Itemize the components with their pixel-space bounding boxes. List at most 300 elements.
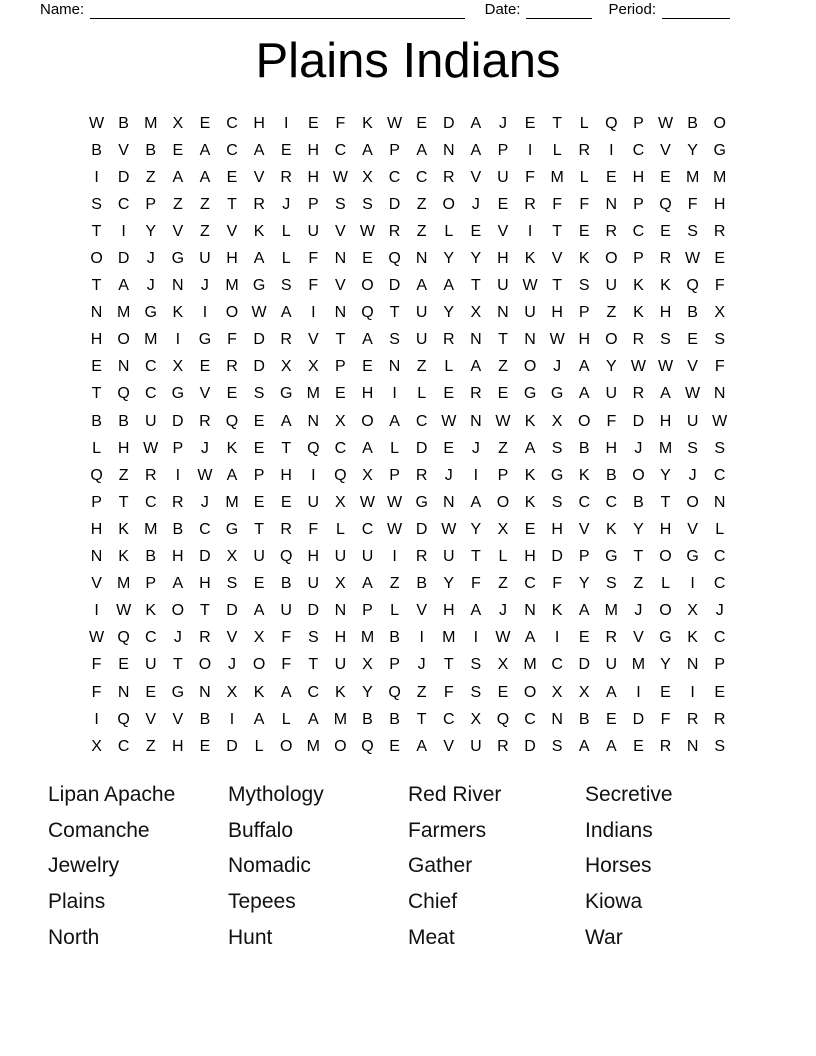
grid-letter: T xyxy=(118,493,129,511)
grid-letter: D xyxy=(253,331,265,349)
grid-letter: U xyxy=(497,277,509,295)
grid-letter: L xyxy=(444,358,454,376)
grid-letter: K xyxy=(362,114,373,132)
grid-letter: U xyxy=(415,331,428,349)
grid-letter: D xyxy=(632,412,645,430)
grid-letter: N xyxy=(442,141,455,159)
word-list-column xyxy=(585,777,765,956)
grid-letter: M xyxy=(144,331,158,349)
grid-letter: H xyxy=(117,439,130,457)
word-list-item: Secretive xyxy=(585,783,673,806)
grid-letter: G xyxy=(523,385,537,403)
grid-letter: U xyxy=(307,493,320,511)
grid-letter: O xyxy=(90,250,103,268)
word-list-item: Tepees xyxy=(228,890,296,914)
grid-letter: I xyxy=(202,304,208,322)
grid-letter: M xyxy=(306,737,320,755)
grid-letter: F xyxy=(308,250,319,268)
grid-letter: S xyxy=(470,656,482,674)
grid-letter: J xyxy=(200,493,209,511)
grid-letter: X xyxy=(687,602,698,620)
grid-letter: A xyxy=(362,331,373,349)
grid-letter: X xyxy=(578,683,590,701)
grid-letter: O xyxy=(361,277,374,295)
grid-letter: E xyxy=(253,439,265,457)
grid-letter: R xyxy=(605,629,618,647)
grid-letter: E xyxy=(91,358,102,376)
grid-letter: T xyxy=(498,331,508,349)
grid-letter: J xyxy=(173,629,182,647)
grid-letter: W xyxy=(387,114,403,132)
grid-letter: A xyxy=(280,304,292,322)
grid-letter: G xyxy=(550,466,564,484)
grid-letter: B xyxy=(145,548,157,566)
grid-letter: L xyxy=(579,168,589,186)
grid-letter: E xyxy=(389,737,400,755)
grid-letter: A xyxy=(199,168,211,186)
grid-letter: U xyxy=(253,548,265,566)
grid-letter: V xyxy=(335,222,346,240)
grid-letter: F xyxy=(227,331,237,349)
grid-letter: N xyxy=(334,304,347,322)
grid-letter: H xyxy=(551,520,563,538)
grid-letter: V xyxy=(335,277,346,295)
grid-letter: M xyxy=(685,168,700,186)
grid-letter: D xyxy=(632,710,645,728)
grid-letter: H xyxy=(307,168,320,186)
grid-letter: I xyxy=(527,141,533,159)
grid-letter: K xyxy=(660,277,671,295)
grid-letter: V xyxy=(660,141,671,159)
grid-letter: O xyxy=(659,602,672,620)
word-list-item: Kiowa xyxy=(585,890,643,914)
grid-letter: T xyxy=(633,548,644,566)
grid-letter: S xyxy=(714,331,726,349)
grid-letter: H xyxy=(632,168,645,186)
grid-letter: X xyxy=(497,520,509,538)
grid-letter: M xyxy=(631,656,646,674)
grid-letter: J xyxy=(282,195,291,213)
grid-letter: I xyxy=(94,710,99,728)
grid-letter: J xyxy=(146,277,155,295)
grid-letter: C xyxy=(415,412,428,430)
word-list-item: Mythology xyxy=(228,783,324,806)
word-list-item: Meat xyxy=(408,925,455,949)
grid-letter: V xyxy=(172,222,184,240)
grid-letter: T xyxy=(552,222,563,240)
grid-letter: E xyxy=(199,358,211,376)
grid-letter: V xyxy=(470,168,482,186)
grid-letter: U xyxy=(361,548,374,566)
grid-letter: M xyxy=(116,304,131,322)
grid-letter: W xyxy=(712,412,728,430)
grid-letter: C xyxy=(578,493,591,511)
grid-letter: B xyxy=(362,710,373,728)
grid-letter: F xyxy=(687,195,698,213)
grid-letter: C xyxy=(199,520,211,538)
grid-letter: D xyxy=(442,114,455,132)
word-list-item: Plains xyxy=(48,890,106,914)
grid-letter: R xyxy=(280,168,292,186)
grid-letter: U xyxy=(605,656,618,674)
grid-letter: Q xyxy=(117,710,130,728)
grid-letter: H xyxy=(659,412,672,430)
grid-letter: E xyxy=(714,250,726,268)
grid-letter: S xyxy=(687,222,698,240)
grid-letter: A xyxy=(605,683,617,701)
grid-letter: V xyxy=(172,710,184,728)
grid-letter: A xyxy=(172,168,184,186)
grid-letter: C xyxy=(632,222,645,240)
grid-letter: O xyxy=(361,412,374,430)
date-blank-line xyxy=(526,3,592,19)
grid-letter: C xyxy=(117,195,130,213)
grid-letter: Q xyxy=(225,412,239,430)
grid-letter: K xyxy=(551,602,563,620)
grid-letter: C xyxy=(117,737,130,755)
grid-letter: I xyxy=(175,331,181,349)
grid-letter: S xyxy=(226,575,238,593)
grid-letter: S xyxy=(335,195,346,213)
grid-letter: C xyxy=(361,520,374,538)
grid-letter: S xyxy=(605,575,617,593)
grid-letter: T xyxy=(443,656,454,674)
grid-letter: W xyxy=(332,168,348,186)
grid-letter: G xyxy=(171,385,185,403)
grid-letter: E xyxy=(714,683,726,701)
grid-letter: Z xyxy=(172,195,183,213)
grid-letter: A xyxy=(578,358,590,376)
grid-letter: U xyxy=(199,250,211,268)
grid-letter: W xyxy=(387,520,403,538)
grid-letter: H xyxy=(659,304,672,322)
grid-letter: P xyxy=(389,141,400,159)
grid-letter: R xyxy=(253,195,265,213)
grid-letter: Q xyxy=(361,304,374,322)
grid-letter: J xyxy=(498,602,507,620)
grid-letter: A xyxy=(416,737,427,755)
grid-letter: I xyxy=(554,629,560,647)
grid-letter: R xyxy=(659,737,672,755)
grid-letter: I xyxy=(609,141,614,159)
grid-letter: P xyxy=(389,466,400,484)
grid-letter: P xyxy=(307,195,319,213)
grid-letter: W xyxy=(549,331,565,349)
grid-letter: N xyxy=(497,304,509,322)
grid-letter: I xyxy=(229,710,235,728)
grid-letter: W xyxy=(495,412,511,430)
word-list-item: Indians xyxy=(585,818,653,842)
grid-letter: F xyxy=(308,520,319,538)
grid-letter: M xyxy=(144,114,158,132)
grid-letter: I xyxy=(392,385,397,403)
grid-letter: U xyxy=(524,304,536,322)
grid-letter: Q xyxy=(334,466,347,484)
word-list-column xyxy=(228,777,408,956)
grid-letter: V xyxy=(307,331,319,349)
grid-letter: L xyxy=(92,439,101,457)
grid-letter: E xyxy=(199,737,211,755)
word-list-item: Chief xyxy=(408,890,458,914)
grid-letter: B xyxy=(389,629,400,647)
grid-letter: E xyxy=(524,520,536,538)
grid-letter: O xyxy=(442,195,455,213)
grid-letter: F xyxy=(714,277,725,295)
grid-letter: Z xyxy=(145,168,156,186)
grid-letter: I xyxy=(419,629,424,647)
word-list-item: Horses xyxy=(585,854,652,878)
grid-letter: U xyxy=(605,385,618,403)
grid-letter: G xyxy=(171,250,185,268)
grid-letter: W xyxy=(522,277,538,295)
grid-letter: E xyxy=(172,141,184,159)
grid-letter: W xyxy=(441,412,457,430)
grid-letter: U xyxy=(334,548,347,566)
grid-letter: C xyxy=(144,385,157,403)
grid-letter: B xyxy=(687,114,698,132)
grid-letter: R xyxy=(388,222,401,240)
grid-letter: V xyxy=(118,141,129,159)
grid-letter: Z xyxy=(498,439,508,457)
grid-letter: D xyxy=(199,548,211,566)
grid-letter: Z xyxy=(498,575,508,593)
grid-letter: N xyxy=(442,493,455,511)
grid-letter: A xyxy=(470,141,482,159)
grid-letter: B xyxy=(91,141,102,159)
grid-letter: X xyxy=(714,304,726,322)
grid-letter: Q xyxy=(361,737,374,755)
grid-letter: C xyxy=(713,629,726,647)
grid-letter: R xyxy=(280,520,292,538)
grid-letter: Y xyxy=(687,141,698,159)
grid-letter: K xyxy=(524,493,536,511)
grid-letter: G xyxy=(605,548,618,566)
grid-letter: K xyxy=(633,304,644,322)
grid-letter: N xyxy=(334,602,347,620)
grid-letter: A xyxy=(524,439,536,457)
grid-letter: E xyxy=(335,385,346,403)
grid-letter: O xyxy=(686,493,699,511)
grid-letter: R xyxy=(497,737,509,755)
word-list-item: Farmers xyxy=(408,818,487,842)
grid-letter: D xyxy=(388,277,401,295)
grid-letter: R xyxy=(144,466,157,484)
grid-letter: A xyxy=(605,737,617,755)
grid-letter: X xyxy=(226,548,238,566)
grid-letter: X xyxy=(335,493,346,511)
grid-letter: A xyxy=(578,385,590,403)
grid-letter: U xyxy=(334,656,347,674)
grid-letter: F xyxy=(714,358,725,376)
grid-letter: A xyxy=(470,358,482,376)
grid-letter: J xyxy=(553,358,562,376)
word-list-item: Gather xyxy=(408,854,473,878)
grid-letter: E xyxy=(362,250,373,268)
grid-letter: V xyxy=(91,575,102,593)
grid-letter: T xyxy=(91,385,102,403)
grid-letter: A xyxy=(280,683,292,701)
word-list-item: Comanche xyxy=(48,818,150,842)
name-label: Name: xyxy=(40,1,85,18)
grid-letter: I xyxy=(690,683,695,701)
grid-letter: A xyxy=(470,493,482,511)
grid-letter: D xyxy=(117,168,130,186)
grid-letter: C xyxy=(334,439,347,457)
grid-letter: R xyxy=(713,710,726,728)
grid-letter: D xyxy=(524,737,536,755)
grid-letter: E xyxy=(416,114,427,132)
grid-letter: F xyxy=(91,683,102,701)
grid-letter: G xyxy=(550,385,564,403)
grid-letter: Q xyxy=(279,548,293,566)
grid-letter: T xyxy=(660,493,671,511)
grid-letter: O xyxy=(523,358,537,376)
grid-letter: E xyxy=(660,683,671,701)
grid-letter: B xyxy=(199,710,211,728)
grid-letter: R xyxy=(199,629,211,647)
grid-letter: C xyxy=(144,493,157,511)
grid-letter: O xyxy=(523,683,537,701)
grid-letter: Y xyxy=(660,656,671,674)
grid-letter: I xyxy=(311,304,316,322)
grid-letter: K xyxy=(633,277,644,295)
grid-letter: P xyxy=(389,656,400,674)
grid-letter: G xyxy=(171,683,185,701)
grid-letter: N xyxy=(415,250,428,268)
grid-letter: I xyxy=(94,168,99,186)
grid-letter: K xyxy=(253,683,265,701)
grid-letter: W xyxy=(197,466,213,484)
grid-letter: N xyxy=(713,385,726,403)
grid-letter: G xyxy=(686,548,699,566)
word-list-item: War xyxy=(585,925,623,949)
grid-letter: Q xyxy=(496,710,510,728)
word-list-item: Nomadic xyxy=(228,854,311,878)
grid-letter: G xyxy=(225,520,239,538)
grid-letter: I xyxy=(392,548,397,566)
grid-letter: R xyxy=(524,195,536,213)
grid-letter: S xyxy=(389,331,400,349)
grid-letter: L xyxy=(281,710,291,728)
grid-letter: F xyxy=(552,575,563,593)
grid-letter: Y xyxy=(443,250,455,268)
grid-letter: A xyxy=(362,141,373,159)
grid-letter: E xyxy=(145,683,157,701)
grid-letter: P xyxy=(633,195,644,213)
grid-letter: H xyxy=(361,385,374,403)
grid-letter: T xyxy=(91,277,102,295)
grid-letter: U xyxy=(307,222,320,240)
grid-letter: N xyxy=(388,358,401,376)
grid-letter: A xyxy=(307,710,319,728)
grid-letter: R xyxy=(415,466,428,484)
grid-letter: L xyxy=(661,575,670,593)
grid-letter: H xyxy=(442,602,455,620)
grid-letter: M xyxy=(550,168,564,186)
grid-letter: Y xyxy=(443,575,455,593)
grid-letter: N xyxy=(172,277,184,295)
grid-letter: P xyxy=(362,602,373,620)
grid-letter: X xyxy=(280,358,292,376)
grid-letter: E xyxy=(118,656,129,674)
grid-letter: E xyxy=(633,737,644,755)
grid-letter: L xyxy=(390,602,400,620)
grid-letter: E xyxy=(524,114,536,132)
grid-letter: Q xyxy=(388,683,401,701)
grid-letter: I xyxy=(175,466,181,484)
grid-letter: H xyxy=(253,114,265,132)
grid-letter: Q xyxy=(117,629,130,647)
grid-letter: E xyxy=(280,493,292,511)
grid-letter: X xyxy=(226,683,238,701)
grid-letter: A xyxy=(253,250,265,268)
grid-letter: F xyxy=(91,656,102,674)
grid-letter: M xyxy=(713,168,727,186)
grid-letter: U xyxy=(144,656,157,674)
grid-letter: R xyxy=(659,250,672,268)
grid-letter: E xyxy=(443,439,455,457)
wordsearch-grid xyxy=(83,110,733,760)
grid-letter: K xyxy=(578,466,590,484)
word-list xyxy=(48,777,765,956)
grid-letter: B xyxy=(172,520,184,538)
grid-letter: O xyxy=(171,602,185,620)
grid-letter: H xyxy=(524,548,536,566)
grid-letter: X xyxy=(362,466,373,484)
grid-letter: N xyxy=(117,358,130,376)
grid-letter: V xyxy=(687,520,698,538)
grid-letter: R xyxy=(578,141,591,159)
grid-letter: X xyxy=(551,683,563,701)
grid-letter: A xyxy=(660,385,671,403)
period-label: Period: xyxy=(608,1,656,18)
grid-letter: Q xyxy=(307,439,320,457)
grid-letter: A xyxy=(280,412,292,430)
grid-letter: K xyxy=(687,629,698,647)
grid-letter: T xyxy=(552,277,563,295)
grid-letter: R xyxy=(605,222,618,240)
grid-letter: K xyxy=(524,250,536,268)
grid-letter: K xyxy=(524,466,536,484)
grid-letter: N xyxy=(307,412,320,430)
grid-letter: D xyxy=(226,602,238,620)
grid-letter: L xyxy=(552,141,562,159)
grid-letter: K xyxy=(226,439,238,457)
grid-letter: U xyxy=(686,412,699,430)
grid-letter: O xyxy=(605,250,618,268)
grid-letter: S xyxy=(280,277,292,295)
grid-letter: C xyxy=(388,168,401,186)
grid-letter: F xyxy=(660,710,671,728)
grid-letter: G xyxy=(144,304,157,322)
word-list-item: Hunt xyxy=(228,925,273,949)
grid-letter: T xyxy=(552,114,563,132)
grid-letter: T xyxy=(470,277,481,295)
grid-letter: C xyxy=(524,575,536,593)
word-list-item: Jewelry xyxy=(48,854,120,878)
grid-letter: R xyxy=(226,358,238,376)
grid-letter: P xyxy=(578,548,590,566)
grid-letter: A xyxy=(443,277,455,295)
grid-letter: E xyxy=(280,141,292,159)
page-title: Plains Indians xyxy=(255,34,561,88)
grid-letter: B xyxy=(389,710,400,728)
grid-letter: K xyxy=(524,412,536,430)
grid-letter: D xyxy=(415,439,428,457)
grid-letter: F xyxy=(606,412,617,430)
grid-letter: A xyxy=(199,141,211,159)
grid-letter: S xyxy=(253,385,265,403)
